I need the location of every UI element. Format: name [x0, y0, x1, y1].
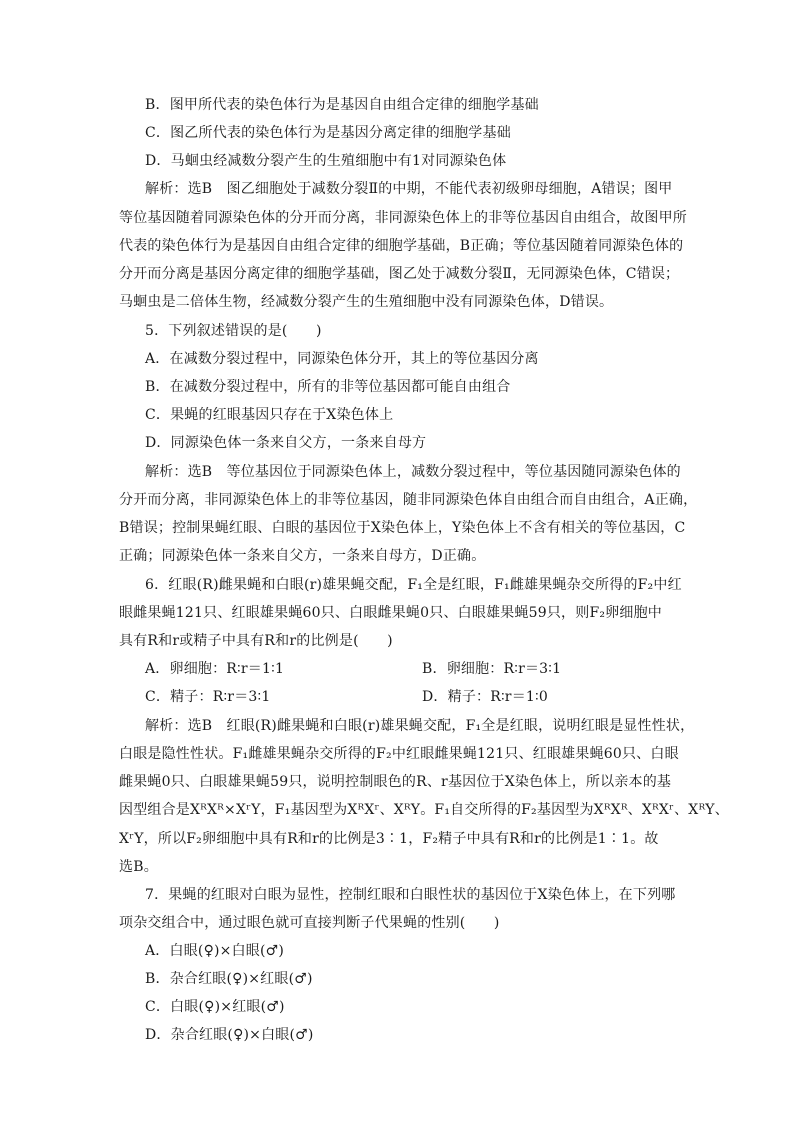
q6-option-b: B．卵细胞：R∶r＝3∶1	[422, 661, 562, 677]
q6-option-c: C．精子：R∶r＝3∶1	[145, 689, 271, 705]
q7-question-line: 项杂交组合中，通过眼色就可直接判断子代果蝇的性别( )	[119, 915, 500, 931]
q6-question-line: 眼雌果蝇121只、红眼雄果蝇60只、白眼雌果蝇0只、白眼雄果蝇59只，则F₂卵细胞中	[119, 605, 662, 621]
q7-question-line: 7．果蝇的红眼对白眼为显性，控制红眼和白眼性状的基因位于X染色体上，在下列哪	[145, 887, 676, 903]
q6-explanation-line: 雌果蝇0只、白眼雄果蝇59只，说明控制眼色的R、r基因位于X染色体上，所以亲本的基	[119, 774, 672, 790]
q6-question-line: 具有R和r或精子中具有R和r的比例是( )	[119, 633, 393, 649]
q5-option-b: B．在减数分裂过程中，所有的非等位基因都可能自由组合	[145, 379, 511, 395]
q5-question: 5．下列叙述错误的是( )	[145, 323, 322, 339]
q6-explanation-line: 因型组合是XᴿXᴿ×XʳY，F₁基因型为XᴿXʳ、XᴿY。F₁自交所得的F₂基因型为XᴿXᴿ、XᴿXʳ、XᴿY、	[119, 802, 729, 818]
q4-explanation-line: 马蛔虫是二倍体生物，经减数分裂产生的生殖细胞中没有同源染色体，D错误。	[119, 294, 614, 310]
q7-option-a: A．白眼(♀)×白眼(♂)	[145, 943, 285, 959]
q6-option-a: A．卵细胞：R∶r＝1∶1	[145, 661, 285, 677]
q5-option-d: D．同源染色体一条来自父方，一条来自母方	[145, 435, 427, 451]
q6-explanation-line: XʳY，所以F₂卵细胞中具有R和r的比例是3∶1，F₂精子中具有R和r的比例是1∶1。故	[119, 831, 659, 847]
q4-option-d: D．马蛔虫经减数分裂产生的生殖细胞中有1对同源染色体	[145, 153, 507, 169]
q4-explanation-line: 等位基因随着同源染色体的分开而分离，非同源染色体上的非等位基因自由组合，故图甲所	[119, 210, 687, 226]
q6-explanation-line: 白眼是隐性性状。F₁雌雄果蝇杂交所得的F₂中红眼雌果蝇121只、红眼雄果蝇60只、白眼	[119, 746, 679, 762]
q4-explanation-line: 代表的染色体行为是基因自由组合定律的细胞学基础，B正确；等位基因随着同源染色体的	[119, 238, 684, 254]
q5-explanation-line: 解析：选B 等位基因位于同源染色体上，减数分裂过程中，等位基因随同源染色体的	[145, 464, 681, 480]
q7-option-c: C．白眼(♀)×红眼(♂)	[145, 999, 285, 1015]
q5-option-a: A．在减数分裂过程中，同源染色体分开，其上的等位基因分离	[145, 351, 539, 367]
q6-explanation-line: 解析：选B 红眼(R)雌果蝇和白眼(r)雄果蝇交配，F₁全是红眼，说明红眼是显性性状，	[145, 718, 695, 734]
q5-option-c: C．果蝇的红眼基因只存在于X染色体上	[145, 407, 394, 423]
q6-explanation-line: 选B。	[119, 859, 158, 875]
q5-explanation-line: B错误；控制果蝇红眼、白眼的基因位于X染色体上，Y染色体上不含有相关的等位基因，C	[119, 520, 686, 536]
q7-option-b: B．杂合红眼(♀)×红眼(♂)	[145, 971, 313, 987]
q4-explanation-line: 分开而分离是基因分离定律的细胞学基础，图乙处于减数分裂Ⅱ，无同源染色体，C错误；	[119, 266, 680, 282]
q4-option-b: B．图甲所代表的染色体行为是基因自由组合定律的细胞学基础	[145, 97, 539, 113]
q5-explanation-line: 分开而分离，非同源染色体上的非等位基因，随非同源染色体自由组合而自由组合，A正确，	[119, 492, 698, 508]
q6-question-line: 6．红眼(R)雌果蝇和白眼(r)雄果蝇交配，F₁全是红眼，F₁雌雄果蝇杂交所得的F₂中红	[145, 577, 682, 593]
q4-option-c: C．图乙所代表的染色体行为是基因分离定律的细胞学基础	[145, 125, 511, 141]
q4-explanation-line: 解析：选B 图乙细胞处于减数分裂Ⅱ的中期，不能代表初级卵母细胞，A错误；图甲	[145, 181, 673, 197]
q5-explanation-line: 正确；同源染色体一条来自父方，一条来自母方，D正确。	[119, 548, 486, 564]
q7-option-d: D．杂合红眼(♀)×白眼(♂)	[145, 1027, 314, 1043]
q6-option-d: D．精子：R∶r＝1∶0	[422, 689, 548, 705]
